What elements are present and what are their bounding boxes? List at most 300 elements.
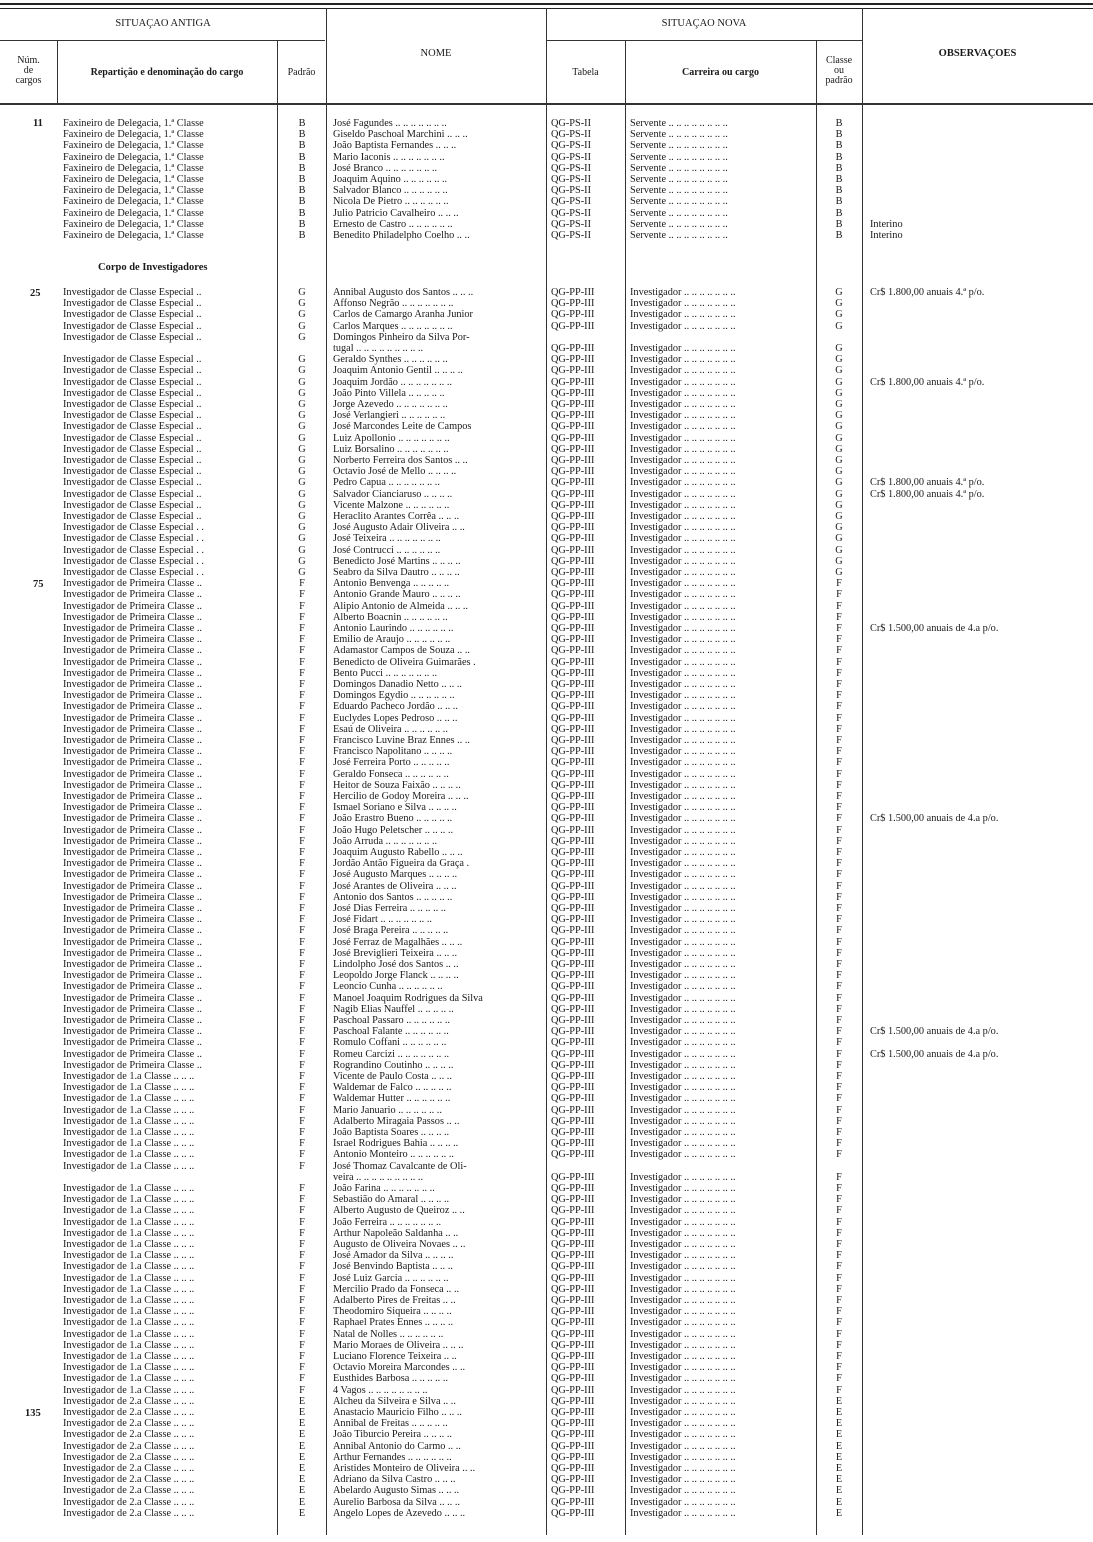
row-cell-pad: F — [299, 1003, 305, 1015]
row-cell-rep: Investigador de 1.a Classe .. .. .. — [63, 1104, 195, 1116]
row-cell-tab: QG-PS-II — [551, 162, 592, 174]
row-cell-tab: QG-PP-III — [551, 1306, 595, 1318]
row-cell-cls: E — [835, 1418, 843, 1430]
row-cell-car: Investigador .. .. .. .. .. .. .. — [630, 1115, 736, 1127]
row-cell-rep: Investigador de Primeira Classe .. — [63, 1003, 202, 1015]
row-cell-obs — [870, 589, 1092, 600]
row-cell-tab: QG-PS-II — [551, 196, 592, 208]
row-cell-car: Investigador .. .. .. .. .. .. .. — [630, 1239, 736, 1250]
row-cell-car: Investigador .. .. .. .. .. .. .. — [630, 802, 736, 814]
row-cell-car: Investigador .. .. .. .. .. .. .. — [630, 835, 736, 847]
row-cell-name: Rograndino Coutinho .. .. .. .. — [333, 1059, 454, 1071]
row-cell-pad: F — [299, 1295, 305, 1306]
row-cell-name: Romulo Coffani .. .. .. .. .. .. — [333, 1037, 447, 1049]
row-cell-pad: F — [299, 947, 305, 959]
row-cell-pad: F — [299, 746, 305, 758]
row-cell-cls: B — [835, 196, 843, 208]
row-cell-car: Investigador .. .. .. .. .. .. .. — [630, 309, 736, 321]
row-cell-name: José Luiz Garcia .. .. .. .. .. .. — [333, 1272, 449, 1284]
row-cell-name: Mario Iaconis .. .. .. .. .. .. .. — [333, 151, 445, 163]
col-rule-6 — [816, 40, 817, 1535]
row-cell-cls: F — [836, 1071, 842, 1082]
row-cell-car: Investigador .. .. .. .. .. .. .. — [630, 1384, 736, 1396]
row-cell-rep: Investigador de 1.a Classe .. .. .. — [63, 1071, 195, 1082]
row-cell-car: Investigador .. .. .. .. .. .. .. — [630, 567, 736, 578]
row-cell-pad: F — [299, 1037, 305, 1049]
row-cell-pad: F — [299, 903, 305, 914]
row-cell-car: Servente .. .. .. .. .. .. .. .. — [630, 207, 728, 219]
row-cell-name: José Braga Pereira .. .. .. .. .. — [333, 925, 449, 937]
row-cell-obs — [870, 1093, 1092, 1104]
row-cell-rep: Investigador de Primeira Classe .. — [63, 1037, 202, 1049]
row-cell-car: Investigador .. .. .. .. .. .. .. — [630, 1507, 736, 1519]
row-cell-cls: F — [836, 623, 842, 634]
row-cell-name: José Contrucci .. .. .. .. .. .. — [333, 544, 441, 556]
row-cell-pad: F — [299, 656, 305, 668]
row-cell-rep: Investigador de Classe Especial .. — [63, 376, 202, 388]
row-cell-tab: QG-PS-II — [551, 185, 592, 197]
row-cell-obs — [870, 1441, 1092, 1452]
row-cell-pad: F — [299, 735, 305, 746]
row-cell-obs — [870, 511, 1092, 522]
row-cell-tab: QG-PP-III — [551, 914, 595, 926]
row-cell-car: Investigador .. .. .. .. .. .. .. — [630, 1183, 736, 1194]
row-cell-obs — [870, 354, 1092, 365]
row-cell-name: Bento Pucci .. .. .. .. .. .. .. — [333, 667, 438, 679]
row-cell-car: Investigador .. .. .. .. .. .. .. — [630, 1418, 736, 1430]
row-cell-name: Lindolpho José dos Santos .. .. — [333, 959, 459, 970]
row-cell-obs — [870, 321, 1092, 332]
row-cell-rep: Investigador de Primeira Classe .. — [63, 1026, 202, 1038]
row-cell-rep: Investigador de Classe Especial .. — [63, 287, 202, 298]
row-cell-car: Investigador .. .. .. .. .. .. .. — [630, 634, 736, 646]
row-cell-tab: QG-PP-III — [551, 343, 595, 354]
row-cell-pad: G — [298, 488, 306, 500]
row-cell-name: Augusto de Oliveira Novaes .. .. — [333, 1239, 466, 1250]
row-cell-pad: F — [299, 1071, 305, 1082]
row-cell-rep: Investigador de Primeira Classe .. — [63, 768, 202, 780]
row-cell-name: José Benvindo Baptista .. .. .. — [333, 1261, 453, 1273]
row-cell-cls: F — [836, 1082, 842, 1094]
row-cell-car: Investigador .. .. .. .. .. .. .. — [630, 1149, 736, 1161]
row-cell-tab: QG-PP-III — [551, 1071, 595, 1082]
row-cell-pad: F — [299, 959, 305, 970]
row-cell-pad: E — [298, 1429, 306, 1441]
row-cell-cls: F — [836, 1104, 842, 1116]
row-cell-pad: F — [299, 1306, 305, 1318]
row-cell-tab: QG-PP-III — [551, 813, 595, 825]
row-cell-pad: G — [298, 533, 306, 545]
row-cell-tab: QG-PP-III — [551, 858, 595, 870]
row-cell-rep: Investigador de 1.a Classe .. .. .. — [63, 1239, 195, 1250]
row-cell-obs — [870, 601, 1092, 612]
row-cell-name: Benedito Philadelpho Coelho .. .. — [333, 230, 470, 241]
row-cell-car: Investigador .. .. .. .. .. .. .. — [630, 746, 736, 758]
row-cell-rep: Investigador de 2.a Classe .. .. .. — [63, 1418, 195, 1430]
row-cell-car: Investigador .. .. .. .. .. .. .. — [630, 611, 736, 623]
row-cell-pad: G — [298, 466, 306, 478]
header-classe-padrao: Classe ou padrão — [825, 55, 853, 86]
row-cell-car: Investigador .. .. .. .. .. .. .. — [630, 667, 736, 679]
row-cell-pad: F — [299, 679, 305, 690]
row-cell-name: José Ferreira Porto .. .. .. .. .. — [333, 757, 450, 769]
row-cell-name: Esaú de Oliveira .. .. .. .. .. .. — [333, 723, 448, 735]
row-cell-pad: E — [298, 1474, 306, 1486]
row-cell-car: Investigador .. .. .. .. .. .. .. — [630, 936, 736, 948]
row-cell-tab: QG-PP-III — [551, 880, 595, 892]
row-cell-cls: F — [836, 1115, 842, 1127]
row-cell-car: Investigador .. .. .. .. .. .. .. — [630, 1317, 736, 1329]
row-cell-pad: F — [299, 1115, 305, 1127]
header-reparticao: Repartição e denominação do cargo — [90, 67, 244, 78]
row-cell-car: Investigador .. .. .. .. .. .. .. — [630, 1003, 736, 1015]
row-cell-car: Investigador .. .. .. .. .. .. .. — [630, 813, 736, 825]
row-cell-rep: Investigador de 1.a Classe .. .. .. — [63, 1295, 195, 1306]
row-cell-obs — [870, 1362, 1092, 1373]
row-cell-name: Adriano da Silva Castro .. .. .. — [333, 1474, 456, 1486]
row-cell-name: Octavio Moreira Marcondes .. .. — [333, 1362, 466, 1374]
row-cell-obs — [870, 1329, 1092, 1340]
row-cell-obs — [870, 1217, 1092, 1228]
row-cell-obs — [870, 970, 1092, 981]
row-cell-rep: Investigador de 2.a Classe .. .. .. — [63, 1474, 195, 1486]
row-cell-pad: G — [298, 432, 306, 444]
row-cell-obs — [870, 399, 1092, 410]
row-cell-pad: F — [299, 1194, 305, 1206]
row-cell-rep: Investigador de 1.a Classe .. .. .. — [63, 1216, 195, 1228]
row-cell-tab: QG-PP-III — [551, 981, 595, 993]
row-cell-cls: F — [836, 1351, 842, 1362]
row-cell-pad: F — [299, 1216, 305, 1228]
row-cell-rep: Investigador de 1.a Classe .. .. .. — [63, 1250, 195, 1262]
row-cell-name: Norberto Ferreira dos Santos .. .. — [333, 455, 468, 466]
row-cell-tab: QG-PP-III — [551, 410, 595, 422]
row-cell-pad: G — [298, 544, 306, 556]
row-cell-rep: Investigador de Classe Especial .. — [63, 443, 202, 455]
row-cell-pad: E — [298, 1395, 306, 1407]
row-cell-rep: Investigador de Primeira Classe .. — [63, 847, 202, 858]
row-cell-name: Geraldo Fonseca .. .. .. .. .. .. — [333, 768, 449, 780]
row-cell-tab: QG-PP-III — [551, 387, 595, 399]
row-cell-car: Investigador .. .. .. .. .. .. .. — [630, 287, 736, 298]
row-cell-car: Investigador .. .. .. .. .. .. .. — [630, 488, 736, 500]
row-cell-cls: F — [836, 791, 842, 802]
row-cell-rep: Investigador de 1.a Classe .. .. .. — [63, 1160, 195, 1172]
row-cell-rep: Investigador de Primeira Classe .. — [63, 679, 202, 690]
row-cell-cls: F — [836, 645, 842, 657]
row-cell-obs — [870, 163, 1092, 174]
row-cell-pad: E — [298, 1440, 306, 1452]
row-cell-pad: B — [298, 129, 306, 141]
row-cell-pad: E — [298, 1496, 306, 1508]
row-cell-car: Investigador .. .. .. .. .. .. .. — [630, 1306, 736, 1318]
row-cell-tab: QG-PP-III — [551, 1451, 595, 1463]
row-cell-obs — [870, 802, 1092, 813]
col-rule-3 — [326, 8, 327, 1535]
row-cell-cls: E — [835, 1429, 843, 1441]
row-cell-obs — [870, 914, 1092, 925]
row-cell-name: Ismael Soriano e Silva .. .. .. .. — [333, 802, 457, 814]
row-cell-rep: Investigador de Primeira Classe .. — [63, 701, 202, 713]
row-cell-tab: QG-PS-II — [551, 129, 592, 141]
row-cell-pad: F — [299, 847, 305, 858]
row-cell-car: Investigador .. .. .. .. .. .. .. — [630, 1127, 736, 1138]
row-cell-tab: QG-PP-III — [551, 735, 595, 746]
row-cell-car: Investigador .. .. .. .. .. .. .. — [630, 1250, 736, 1262]
row-cell-tab: QG-PS-II — [551, 118, 592, 129]
row-cell-obs — [870, 1116, 1092, 1127]
row-cell-pad: F — [299, 1328, 305, 1340]
row-cell-tab: QG-PP-III — [551, 443, 595, 455]
row-cell-tab: QG-PS-II — [551, 207, 592, 219]
row-cell-rep: Faxineiro de Delegacia, 1.ª Classe — [63, 207, 204, 219]
row-cell-obs — [870, 1105, 1092, 1116]
row-cell-name: Ernesto de Castro .. .. .. .. .. .. — [333, 218, 453, 230]
row-cell-obs — [870, 421, 1092, 432]
row-cell-rep: Investigador de 1.a Classe .. .. .. — [63, 1183, 195, 1194]
row-cell-tab: QG-PP-III — [551, 679, 595, 690]
row-cell-cls: F — [836, 1003, 842, 1015]
row-cell-pad: F — [299, 970, 305, 982]
row-cell-cls: F — [836, 1194, 842, 1206]
row-cell-obs — [870, 1071, 1092, 1082]
row-cell-obs — [870, 140, 1092, 151]
row-cell-pad: G — [298, 410, 306, 422]
row-cell-pad: G — [298, 522, 306, 534]
row-cell-obs — [870, 1239, 1092, 1250]
row-cell-obs — [870, 746, 1092, 757]
row-cell-pad — [279, 1172, 325, 1183]
row-cell-tab: QG-PP-III — [551, 1227, 595, 1239]
row-cell-tab: QG-PP-III — [551, 555, 595, 567]
row-cell-cls: E — [835, 1474, 843, 1486]
row-cell-name: Leopoldo Jorge Flanck .. .. .. .. — [333, 970, 459, 982]
row-cell-name: Antonio Laurindo .. .. .. .. .. .. — [333, 623, 454, 634]
row-cell-cls: G — [835, 488, 843, 500]
row-cell-rep: Investigador de 1.a Classe .. .. .. — [63, 1272, 195, 1284]
col-rule-4 — [546, 8, 547, 1535]
row-cell-tab: QG-PP-III — [551, 1463, 595, 1474]
row-cell-cls: F — [836, 746, 842, 758]
row-cell-rep: Investigador de Primeira Classe .. — [63, 656, 202, 668]
row-cell-obs — [870, 735, 1092, 746]
row-cell-name: Antonio Benvenga .. .. .. .. .. — [333, 578, 450, 590]
row-cell-car: Investigador .. .. .. .. .. .. .. — [630, 410, 736, 422]
row-cell-rep: Investigador de Primeira Classe .. — [63, 779, 202, 791]
row-cell-cls: F — [836, 903, 842, 914]
row-cell-rep: Investigador de Primeira Classe .. — [63, 589, 202, 601]
row-cell-rep: Investigador de 1.a Classe .. .. .. — [63, 1149, 195, 1161]
row-cell-cls: G — [835, 365, 843, 377]
row-cell-cls: F — [836, 970, 842, 982]
row-cell-pad: E — [298, 1418, 306, 1430]
row-cell-obs — [870, 981, 1092, 992]
row-cell-pad: F — [299, 802, 305, 814]
row-cell-rep — [63, 343, 273, 354]
row-cell-car: Investigador .. .. .. .. .. .. .. — [630, 1104, 736, 1116]
row-cell-obs — [870, 634, 1092, 645]
row-cell-rep: Investigador de Classe Especial .. — [63, 320, 202, 332]
row-cell-rep: Investigador de Primeira Classe .. — [63, 992, 202, 1004]
count-segunda: 135 — [25, 1408, 41, 1419]
row-cell-rep: Investigador de Primeira Classe .. — [63, 1015, 202, 1026]
row-cell-tab: QG-PP-III — [551, 1485, 595, 1497]
row-cell-cls: F — [836, 1306, 842, 1318]
row-cell-tab: QG-PP-III — [551, 1339, 595, 1351]
row-cell-car: Investigador .. .. .. .. .. .. .. — [630, 399, 736, 410]
row-cell-tab: QG-PP-III — [551, 959, 595, 970]
row-cell-car: Investigador .. .. .. .. .. .. .. — [630, 735, 736, 746]
row-cell-pad: G — [298, 365, 306, 377]
row-cell-pad: F — [299, 869, 305, 881]
row-cell-obs — [870, 713, 1092, 724]
row-cell-obs — [870, 1138, 1092, 1149]
row-cell-name: Vicente Malzone .. .. .. .. .. .. — [333, 499, 450, 511]
row-cell-name: João Ferreira .. .. .. .. .. .. .. — [333, 1216, 442, 1228]
row-cell-obs — [870, 1194, 1092, 1205]
row-cell-obs — [870, 1261, 1092, 1272]
row-cell-tab: QG-PS-II — [551, 151, 592, 163]
row-cell-rep: Investigador de Primeira Classe .. — [63, 981, 202, 993]
row-cell-car: Investigador .. .. .. .. .. .. .. — [630, 1351, 736, 1362]
row-cell-car: Investigador .. .. .. .. .. .. .. — [630, 387, 736, 399]
row-cell-pad: G — [298, 443, 306, 455]
row-cell-pad: G — [298, 455, 306, 466]
row-cell-obs — [870, 1127, 1092, 1138]
row-cell-name: Sebastião do Amaral .. .. .. .. — [333, 1194, 450, 1206]
row-cell-pad: G — [298, 399, 306, 410]
row-cell-tab: QG-PP-III — [551, 432, 595, 444]
row-cell-rep: Investigador de Primeira Classe .. — [63, 667, 202, 679]
row-cell-pad: G — [298, 354, 306, 366]
row-cell-tab: QG-PP-III — [551, 947, 595, 959]
row-cell-rep: Investigador de Primeira Classe .. — [63, 903, 202, 914]
row-cell-cls: F — [836, 690, 842, 702]
row-cell-obs: Cr$ 1.800,00 anuais 4.ª p/o. — [870, 287, 985, 298]
row-cell-tab: QG-PP-III — [551, 1328, 595, 1340]
row-cell-obs — [870, 1284, 1092, 1295]
row-cell-obs: Interino — [870, 230, 903, 241]
row-cell-cls: F — [836, 981, 842, 993]
row-cell-obs — [870, 757, 1092, 768]
row-cell-pad: F — [299, 634, 305, 646]
row-cell-name: Alberto Augusto de Queiroz .. .. — [333, 1205, 465, 1217]
row-cell-obs — [870, 298, 1092, 309]
row-cell-name: José Fidart .. .. .. .. .. .. .. — [333, 914, 432, 926]
row-cell-rep: Investigador de 2.a Classe .. .. .. — [63, 1440, 195, 1452]
row-cell-rep: Investigador de Classe Especial .. — [63, 477, 202, 489]
row-cell-name: Annibal Antonio do Carmo .. .. — [333, 1440, 461, 1452]
row-cell-obs — [870, 129, 1092, 140]
row-cell-car: Investigador .. .. .. .. .. .. .. — [630, 432, 736, 444]
row-cell-cls: F — [836, 578, 842, 590]
row-cell-rep: Investigador de Primeira Classe .. — [63, 936, 202, 948]
row-cell-tab: QG-PP-III — [551, 365, 595, 377]
row-cell-car: Investigador .. .. .. .. .. .. .. — [630, 679, 736, 690]
row-cell-obs — [870, 892, 1092, 903]
row-cell-obs — [870, 433, 1092, 444]
row-cell-obs — [870, 1317, 1092, 1328]
row-cell-obs — [870, 1497, 1092, 1508]
row-cell-name: Vicente de Paulo Costa .. .. .. — [333, 1071, 452, 1082]
row-cell-rep: Investigador de Primeira Classe .. — [63, 835, 202, 847]
row-cell-pad: B — [298, 207, 306, 219]
row-cell-rep: Investigador de 1.a Classe .. .. .. — [63, 1328, 195, 1340]
row-cell-name: Pedro Capua .. .. .. .. .. .. .. — [333, 477, 440, 489]
row-cell-cls: G — [835, 432, 843, 444]
row-cell-obs — [870, 869, 1092, 880]
row-cell-name: Abelardo Augusto Simas .. .. .. — [333, 1485, 460, 1497]
row-cell-name: Alberto Boacnin .. .. .. .. .. .. — [333, 611, 448, 623]
row-cell-tab: QG-PP-III — [551, 1104, 595, 1116]
row-cell-cls: F — [836, 1227, 842, 1239]
row-cell-cls: G — [835, 477, 843, 489]
row-cell-obs — [870, 903, 1092, 914]
row-cell-cls: F — [836, 936, 842, 948]
row-cell-cls: F — [836, 1093, 842, 1105]
row-cell-name: João Baptista Fernandes .. .. .. — [333, 140, 457, 152]
row-cell-cls: F — [836, 1261, 842, 1273]
row-cell-cls: B — [835, 230, 843, 241]
row-cell-obs — [870, 466, 1092, 477]
row-cell-pad: F — [299, 858, 305, 870]
row-cell-car: Servente .. .. .. .. .. .. .. .. — [630, 129, 728, 141]
row-cell-pad: E — [298, 1463, 306, 1474]
row-cell-tab: QG-PP-III — [551, 455, 595, 466]
row-cell-rep: Faxineiro de Delegacia, 1.ª Classe — [63, 230, 204, 241]
row-cell-obs — [870, 847, 1092, 858]
row-cell-cls: F — [836, 802, 842, 814]
row-cell-name: Arthur Fernandes .. .. .. .. .. .. — [333, 1451, 452, 1463]
row-cell-rep: Investigador de Primeira Classe .. — [63, 735, 202, 746]
row-cell-tab: QG-PP-III — [551, 634, 595, 646]
row-cell-car: Investigador .. .. .. .. .. .. .. — [630, 645, 736, 657]
row-cell-rep: Investigador de Primeira Classe .. — [63, 791, 202, 802]
row-cell-rep: Investigador de 1.a Classe .. .. .. — [63, 1138, 195, 1150]
row-cell-tab: QG-PP-III — [551, 298, 595, 310]
row-cell-rep: Investigador de Classe Especial . . — [63, 555, 204, 567]
row-cell-obs — [870, 152, 1092, 163]
row-cell-car: Investigador .. .. .. .. .. .. .. — [630, 1339, 736, 1351]
row-cell-cls: G — [835, 455, 843, 466]
row-cell-obs — [870, 1295, 1092, 1306]
row-cell-cls — [818, 1161, 860, 1172]
row-cell-name: Annibal de Freitas .. .. .. .. .. — [333, 1418, 448, 1430]
row-cell-tab: QG-PP-III — [551, 421, 595, 433]
row-cell-name: Nicola De Pietro .. .. .. .. .. .. — [333, 196, 449, 208]
row-cell-pad: F — [299, 1160, 305, 1172]
row-cell-obs: Cr$ 1.500,00 anuais de 4.a p/o. — [870, 623, 999, 634]
row-cell-name: Eduardo Pacheco Jordão .. .. .. — [333, 701, 458, 713]
row-cell-pad: F — [299, 1362, 305, 1374]
row-cell-cls: B — [835, 140, 843, 152]
row-cell-name: Joaquim Jordão .. .. .. .. .. .. .. — [333, 376, 452, 388]
row-cell-car: Investigador .. .. .. .. .. .. .. — [630, 298, 736, 310]
row-cell-obs: Cr$ 1.500,00 anuais de 4.a p/o. — [870, 1026, 999, 1038]
row-cell-cls: F — [836, 1373, 842, 1385]
row-cell-cls: F — [836, 1059, 842, 1071]
row-cell-obs — [870, 1385, 1092, 1396]
row-cell-pad: B — [298, 230, 306, 241]
row-cell-car: Investigador .. .. .. .. .. .. .. — [630, 499, 736, 511]
row-cell-rep: Investigador de 1.a Classe .. .. .. — [63, 1351, 195, 1362]
row-cell-rep: Investigador de 1.a Classe .. .. .. — [63, 1227, 195, 1239]
row-cell-rep: Faxineiro de Delegacia, 1.ª Classe — [63, 185, 204, 197]
row-cell-tab: QG-PS-II — [551, 230, 592, 241]
row-cell-cls: F — [836, 656, 842, 668]
row-cell-name: Affonso Negrão .. .. .. .. .. .. .. — [333, 298, 454, 310]
row-cell-car: Investigador .. .. .. .. .. .. .. — [630, 1496, 736, 1508]
